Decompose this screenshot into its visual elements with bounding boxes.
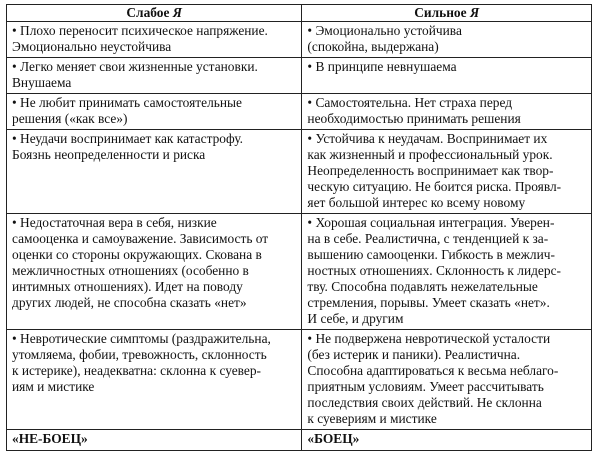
strong-trait-cell: • Самостоятельна. Нет страха перед необходимостью принимать решения: [302, 94, 592, 130]
weak-trait-cell: • Недостаточная вера в себя, низкие самооценка и самоуважение. Зависимость от оценки со стороны окружающих. Скована в межличностных отношениях (особенно в интимных отношениях). Идет на поводу других людей, не способна сказать «нет»: [7, 214, 302, 330]
weak-trait-cell: • Не любит принимать самостоятельные решения («как все»): [7, 94, 302, 130]
strong-trait-cell: • Эмоционально устойчива (спокойна, выдержана): [302, 22, 592, 58]
strong-trait-cell: • Хорошая социальная интеграция. Уверен- на в себе. Реалистична, с тенденцией к за- вышению самооценки. Гибкость в межлич- ностных отношениях. Склонность к лидерс- тву. Способна подавлять нежелательные стремления, порывы. Умеет сказать «нет». И себе, и другим: [302, 214, 592, 330]
strong-trait-cell: • Устойчива к неудачам. Воспринимает их как жизненный и профессиональный урок. Неопределенность воспринимает как твор- ческую ситуацию. Не боится риска. Проявл- яет большой интерес ко всему новому: [302, 130, 592, 214]
footer-non-fighter: «НЕ-БОЕЦ»: [7, 430, 302, 451]
header-weak-self: Слабое Я: [7, 5, 302, 22]
table-row: [7, 58, 592, 94]
header-row: [7, 5, 592, 22]
strong-trait-cell: • В принципе невнушаема: [302, 58, 592, 94]
table-row: [7, 94, 592, 130]
table-row: [7, 214, 592, 330]
table-row: [7, 130, 592, 214]
table-row: [7, 22, 592, 58]
weak-trait-cell: • Неудачи воспринимает как катастрофу. Боязнь неопределенности и риска: [7, 130, 302, 214]
footer-row: [7, 430, 592, 451]
footer-fighter: «БОЕЦ»: [302, 430, 592, 451]
weak-trait-cell: • Невротические симптомы (раздражительна, утомляема, фобии, тревожность, склонность к истерике), неадекватна: склонна к суевер- иям и мистике: [7, 330, 302, 430]
table-row: [7, 330, 592, 430]
header-strong-self: Сильное Я: [302, 5, 592, 22]
comparison-table: [6, 4, 592, 451]
weak-trait-cell: • Легко меняет свои жизненные установки. Внушаема: [7, 58, 302, 94]
weak-trait-cell: • Плохо переносит психическое напряжение. Эмоционально неустойчива: [7, 22, 302, 58]
strong-trait-cell: • Не подвержена невротической усталости (без истерик и паники). Реалистична. Способна адаптироваться к весьма неблаго- приятным условиям. Умеет рассчитывать последствия своих действий. Не склонна к суевериям и мистике: [302, 330, 592, 430]
